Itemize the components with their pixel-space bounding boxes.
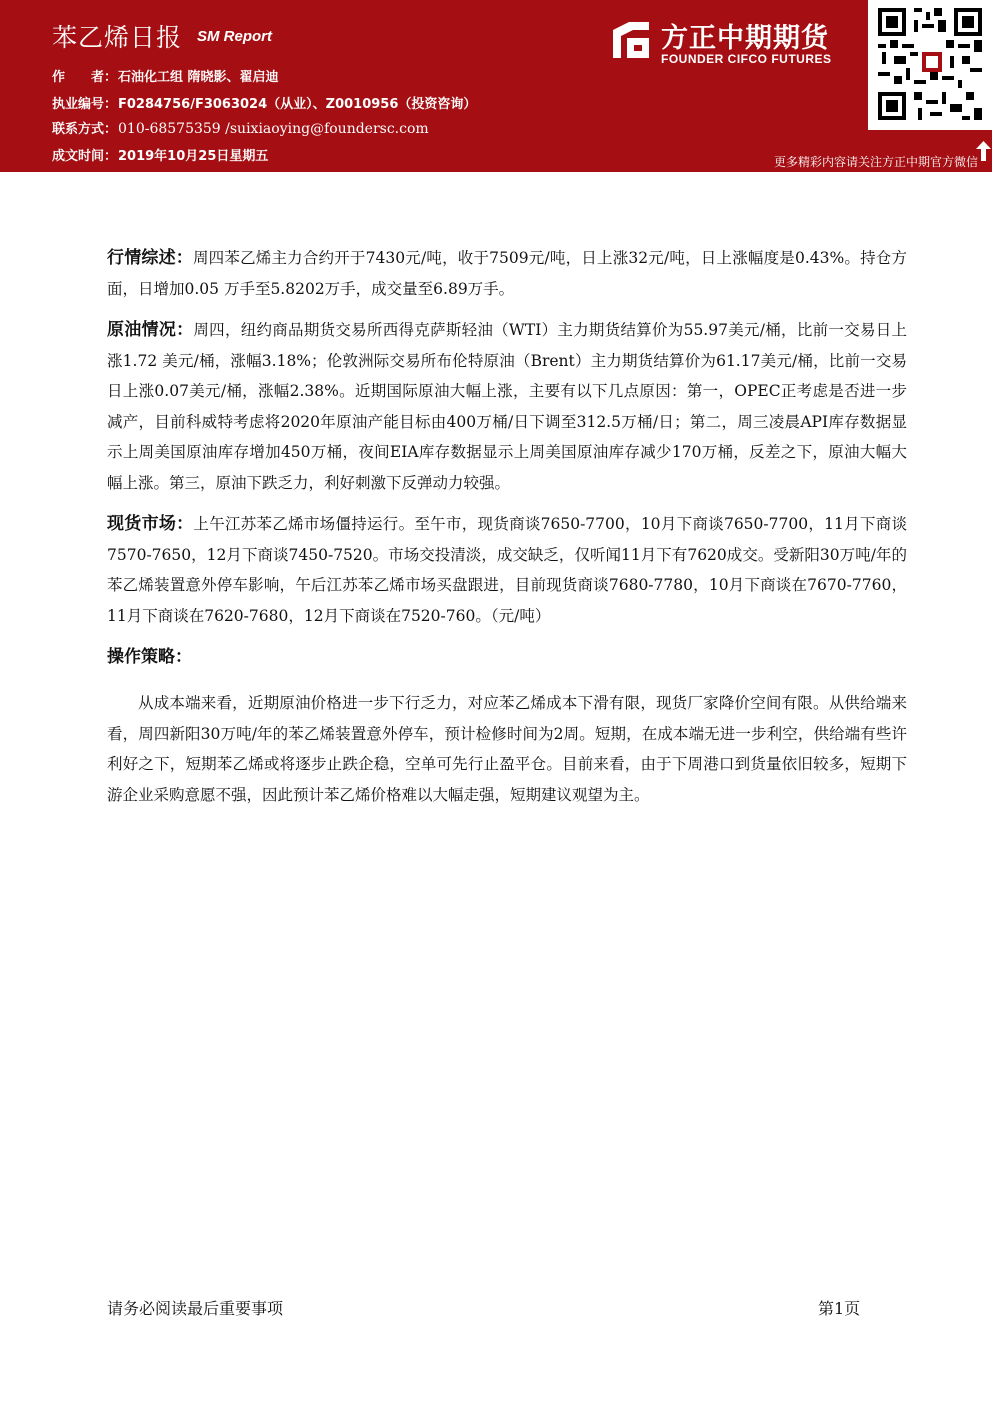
market-overview-text: 周四苯乙烯主力合约开于7430元/吨，收于7509元/吨，日上涨32元/吨，日上涨幅度是0.43%。持仓方面，日增加0.05 万手至5.8202万手，成交量至6.89万手。 <box>107 249 908 298</box>
date-value: 2019年10月25日星期五 <box>118 149 269 164</box>
author-value: 石油化工组 隋晓影、翟启迪 <box>118 70 279 85</box>
qr-code-icon <box>878 8 982 120</box>
report-title: 苯乙烯日报 <box>52 23 183 52</box>
crude-oil-paragraph <box>107 315 907 498</box>
logo-english: FOUNDER CIFCO FUTURES <box>661 52 832 66</box>
contact-line <box>52 118 429 137</box>
spot-market-text: 上午江苏苯乙烯市场僵持运行。至午市，现货商谈7650-7700，10月下商谈7650-7700，11月下商谈7570-7650，12月下商谈7450-7520。市场交投清淡，成交缺乏，仅听闻11月下有7620成交。受新阳30万吨/年的苯乙烯装置意外停车影响，午后江苏苯乙烯市场买盘跟进，目前现货商谈7680-7780，10月下商谈在7670-7760，11月下商谈在7620-7680，12月下商谈在7520-760。（元/吨） <box>107 515 908 625</box>
footer-notice: 请务必阅读最后重要事项 <box>107 1299 284 1318</box>
market-overview-heading: 行情综述： <box>107 248 193 268</box>
date-label: 成文时间： <box>52 149 118 164</box>
report-body <box>107 243 907 821</box>
arrow-up-icon <box>975 140 992 162</box>
company-logo <box>605 14 865 74</box>
founder-logo-icon <box>609 18 653 62</box>
author-line <box>52 66 279 85</box>
license-label: 执业编号： <box>52 97 118 112</box>
contact-label: 联系方式： <box>52 122 118 137</box>
market-overview-paragraph <box>107 243 907 304</box>
qr-code[interactable] <box>868 0 992 130</box>
spot-market-heading: 现货市场： <box>107 514 194 534</box>
license-value: F0284756/F3063024（从业）、Z0010956（投资咨询） <box>118 97 477 112</box>
date-line <box>52 145 268 164</box>
crude-oil-text: 周四，纽约商品期货交易所西得克萨斯轻油（WTI）主力期货结算价为55.97美元/桶，比前一交易日上涨1.72 美元/桶，涨幅3.18%；伦敦洲际交易所布伦特原油（Brent）主力期货结算价为61.17美元/桶，比前一交易日上涨0.07美元/桶，涨幅2.38%。近期国际原油大幅上涨，主要有以下几点原因：第一，OPEC正考虑是否进一步减产，目前科威特考虑将2020年原油产能目标由400万桶/日下调至312.5万桶/日；第二，周三凌晨API库存数据显示上周美国原油库存增加450万桶，夜间EIA库存数据显示上周美国原油库存减少170万桶，反差之下，原油大幅大幅上涨。第三，原油下跌乏力，利好刺激下反弹动力较强。 <box>107 321 907 492</box>
strategy-text: 从成本端来看，近期原油价格进一步下行乏力，对应苯乙烯成本下滑有限，现货厂家降价空间有限。从供给端来看，周四新阳30万吨/年的苯乙烯装置意外停车，预计检修时间为2周。短期，在成本端无进一步利空，供给端有些许利好之下，短期苯乙烯或将逐步止跌企稳，空单可先行止盈平仓。目前来看，由于下周港口到货量依旧较多，短期下游企业采购意愿不强，因此预计苯乙烯价格难以大幅走强，短期建议观望为主。 <box>107 694 907 804</box>
logo-chinese: 方正中期期货 <box>661 23 829 54</box>
license-line <box>52 93 476 112</box>
author-label: 作 者： <box>52 70 118 85</box>
wechat-follow-note: 更多精彩内容请关注方正中期官方微信 <box>773 155 978 169</box>
crude-oil-heading: 原油情况： <box>107 320 194 340</box>
report-header <box>0 0 992 172</box>
page-number: 第1页 <box>818 1299 861 1318</box>
strategy-heading: 操作策略： <box>107 647 192 667</box>
contact-value[interactable]: 010-68575359 /suixiaoying@foundersc.com <box>118 121 429 137</box>
report-subtitle: SM Report <box>197 28 272 45</box>
spot-market-paragraph <box>107 509 907 631</box>
